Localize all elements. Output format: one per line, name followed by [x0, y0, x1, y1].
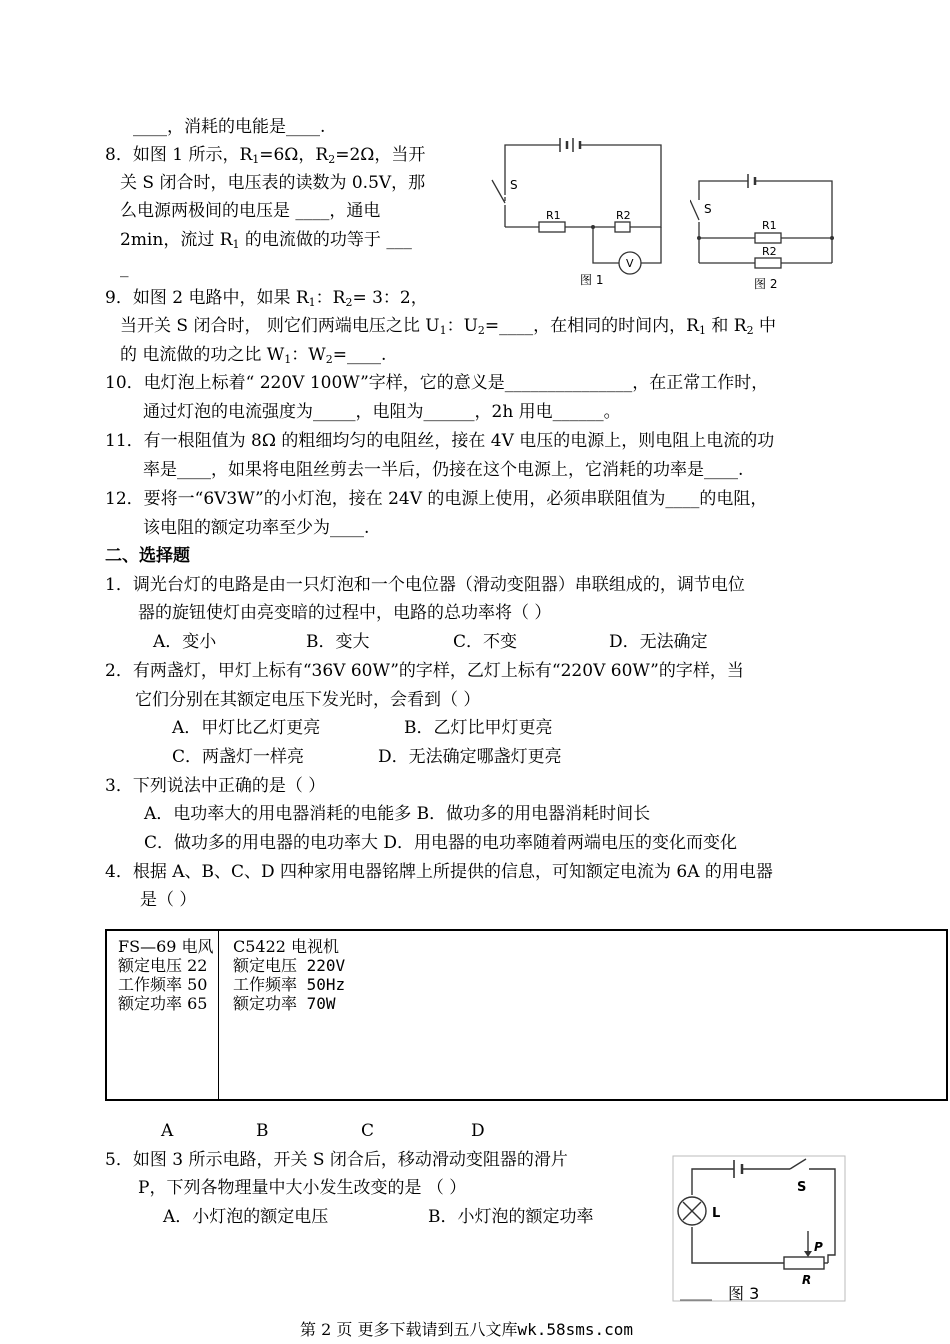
q8-line3: 么电源两极间的电压是 ____，通电: [120, 201, 381, 221]
c2-line2: 它们分别在其额定电压下发光时，会看到（ ）: [135, 690, 481, 710]
section-heading-choice: 二、选择题: [105, 546, 190, 566]
fig2-r1-label: R1: [762, 219, 777, 232]
nameplate-divider: [218, 931, 219, 1099]
q8-line2: 关 S 闭合时，电压表的读数为 0.5V，那: [120, 173, 426, 193]
nameplate-a-line3: 工作频率 50: [118, 975, 208, 994]
q12-line1: 12．要将一“6V3W”的小灯泡，接在 24V 的电源上使用，必须串联阻值为____的电阻，: [105, 489, 768, 509]
q11-line1: 11．有一根阻值为 8Ω 的粗细均匀的电阻丝，接在 4V 电压的电源上，则电阻上电流的功: [105, 431, 775, 451]
nameplate-a-line1: FS—69 电风: [118, 937, 214, 956]
nameplate-table: [105, 929, 948, 1101]
c1-option-c: C．不变: [453, 632, 518, 652]
c4-label-a: A: [161, 1121, 174, 1141]
c1-option-a: A．变小: [153, 632, 217, 652]
fig2-r2-label: R2: [762, 245, 777, 258]
fig3-switch-label: S: [797, 1180, 807, 1195]
fig1-r2-label: R2: [616, 209, 631, 222]
c4-line2: 是（ ）: [140, 890, 197, 910]
q9-line2: 当开关 S 闭合时， 则它们两端电压之比 $U_1$：$U_2=\_\_\_\_$，在相同的时间内，$R_1$ 和 $R_2$ 中: [120, 316, 776, 337]
q10-line2: 通过灯泡的电流强度为_____，电阻为______，2h 用电______。: [143, 402, 621, 422]
c1-line1: 1．调光台灯的电路是由一只灯泡和一个电位器（滑动变阻器）串联组成的，调节电位: [105, 575, 745, 595]
c3-line1: 3．下列说法中正确的是（ ）: [105, 776, 326, 796]
c2-option-c: C．两盏灯一样亮: [172, 747, 305, 767]
fig3-rheostat-label: R: [802, 1273, 812, 1287]
nameplate-b-line1: C5422 电视机: [233, 937, 340, 956]
c5-option-a: A．小灯泡的额定电压: [163, 1207, 329, 1227]
nameplate-a-line2: 额定电压 22: [118, 956, 208, 975]
voltmeter-label: V: [626, 257, 634, 270]
q11-line2: 率是____，如果将电阻丝剪去一半后，仍接在这个电源上，它消耗的功率是____.: [143, 460, 744, 480]
c2-option-a: A．甲灯比乙灯更亮: [172, 718, 321, 738]
nameplate-b-line3: 工作频率 50Hz: [233, 975, 346, 994]
slider-arrow-icon: [804, 1251, 812, 1257]
junction-dot: [830, 236, 834, 240]
fig1-switch-label: S: [510, 178, 518, 192]
fig2-switch-label: S: [704, 202, 712, 216]
c3-options-ab: A．电功率大的用电器消耗的电能多 B．做功多的用电器消耗时间长: [144, 804, 651, 824]
c2-line1: 2．有两盏灯，甲灯上标有“36V 60W”的字样，乙灯上标有“220V 60W”的字样，当: [105, 661, 744, 681]
c2-option-b: B．乙灯比甲灯更亮: [404, 718, 553, 738]
nameplate-b-line4: 额定功率 70W: [233, 994, 336, 1013]
fig1-r1-label: R1: [546, 209, 561, 222]
c5-option-b: B．小灯泡的额定功率: [428, 1207, 594, 1227]
q9-line3: 的 电流做的功之比 $W_1$：$W_2=\_\_\_\_$.: [120, 345, 387, 366]
c3-options-cd: C．做功多的用电器的电功率大 D．用电器的电功率随着两端电压的变化而变化: [144, 833, 738, 853]
c4-line1: 4．根据 A、B、C、D 四种家用电器铭牌上所提供的信息，可知额定电流为 6A 的用电器: [105, 862, 773, 882]
c2-option-d: D．无法确定哪盏灯更亮: [378, 747, 562, 767]
fig3-caption: 图 3: [728, 1284, 760, 1303]
c4-label-d: D: [471, 1121, 485, 1141]
figure-1-circuit: [488, 135, 678, 295]
q8-line5: _: [120, 258, 129, 278]
q8-line1: 8．如图 1 所示，$R_1=6\Omega$，$R_2=2\Omega$，当开: [105, 145, 426, 166]
page-footer: 第 2 页 更多下载请到五八文库wk.58sms.com: [300, 1320, 634, 1339]
fig3-lamp-label: L: [712, 1206, 721, 1221]
c1-line2: 器的旋钮使灯由亮变暗的过程中，电路的总功率将（ ）: [138, 603, 552, 623]
q7-tail: ____，消耗的电能是____.: [133, 117, 326, 137]
c1-option-b: B．变大: [306, 632, 370, 652]
fig1-caption: 图 1: [580, 273, 604, 287]
q10-line1: 10．电灯泡上标着“ 220V 100W”字样，它的意义是_______________，在正常工作时，: [105, 373, 769, 393]
c4-label-b: B: [256, 1121, 269, 1141]
q8-line4: 2min，流过 $R_1$ 的电流做的功等于 ___: [120, 230, 412, 251]
q12-line2: 该电阻的额定功率至少为____.: [143, 518, 370, 538]
nameplate-a-line4: 额定功率 65: [118, 994, 208, 1013]
c5-line1: 5．如图 3 所示电路，开关 S 闭合后，移动滑动变阻器的滑片: [105, 1150, 568, 1170]
q9-line1: 9．如图 2 电路中，如果 $R_1$：$R_2= 3$：2，: [105, 288, 428, 309]
junction-dot: [591, 225, 595, 229]
fig2-caption: 图 2: [754, 277, 778, 291]
nameplate-b-line2: 额定电压 220V: [233, 956, 346, 975]
fig3-slider-label: P: [814, 1240, 823, 1254]
c1-option-d: D．无法确定: [609, 632, 708, 652]
figure-2-circuit: [690, 170, 845, 295]
c4-label-c: C: [361, 1121, 375, 1141]
c5-line2: P，下列各物理量中大小发生改变的是 （ ）: [138, 1178, 467, 1198]
figure-3-circuit: [672, 1155, 847, 1305]
junction-dot: [697, 236, 701, 240]
